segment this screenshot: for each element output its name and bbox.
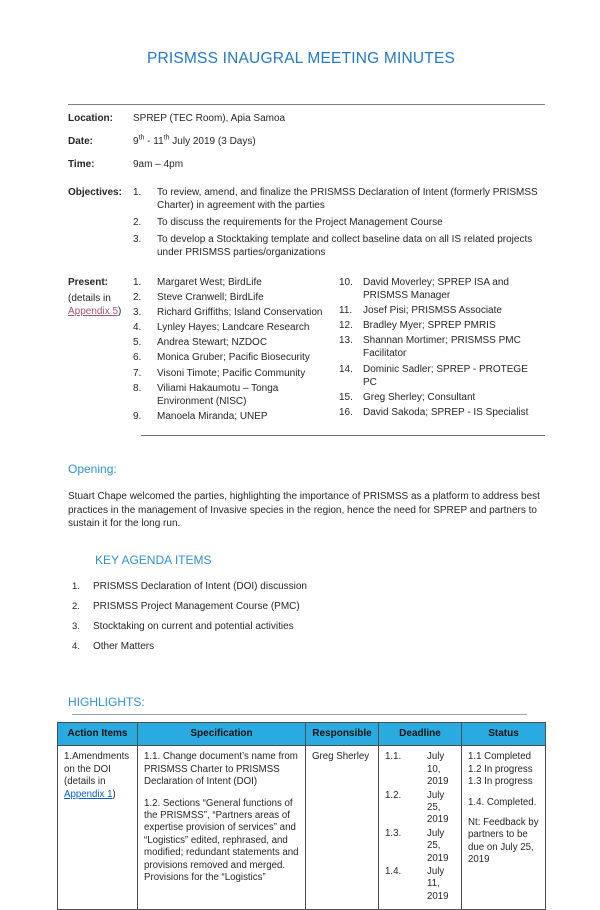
col-header-deadline: Deadline bbox=[379, 722, 462, 746]
highlights-divider bbox=[72, 714, 527, 715]
action-items-table bbox=[57, 722, 546, 910]
status-line: 1.2 In progress bbox=[468, 763, 533, 775]
objectives-label: Objectives: bbox=[68, 186, 122, 198]
present-row bbox=[68, 276, 545, 426]
table-header-row bbox=[58, 722, 546, 746]
attendee: 5. Andrea Stewart; NZDOC bbox=[133, 337, 268, 349]
attendee: 9. Manoela Miranda; UNEP bbox=[133, 411, 268, 423]
present-label: Present: bbox=[68, 276, 109, 288]
attendee: 3. Richard Griffiths; Island Conservation bbox=[133, 306, 323, 318]
date-label: Date: bbox=[68, 136, 94, 148]
appendix-1-link[interactable]: Appendix 1 bbox=[64, 788, 113, 800]
deadline-item: 1.2. July 25, 2019 bbox=[385, 789, 449, 826]
status-line: 1.3 In progress bbox=[468, 776, 533, 788]
time-label: Time: bbox=[68, 159, 95, 171]
agenda-list bbox=[72, 581, 545, 652]
key-agenda-heading: KEY AGENDA ITEMS bbox=[95, 552, 212, 567]
opening-heading: Opening: bbox=[68, 462, 117, 477]
objective-item: 1. To review, amend, and finalize the PRISMSS Declaration of Intent (formerly PRISMSS Charter) in agreement with the parties bbox=[133, 186, 538, 211]
col-header-responsible: Responsible bbox=[306, 722, 379, 746]
spec-paragraph-1: 1.1. Change document’s name from PRISMSS Charter to PRISMSS Declaration of Intent (DOI) bbox=[144, 751, 298, 788]
attendee: 11. Josef Pisi; PRISMSS Associate bbox=[339, 304, 502, 316]
location-value: SPREP (TEC Room), Apia Samoa bbox=[133, 113, 286, 124]
attendee: 10. David Moverley; SPREP ISA and PRISMSS Manager bbox=[339, 276, 509, 301]
attendee: 2. Steve Cranwell; BirdLife bbox=[133, 291, 264, 303]
objective-item: 3. To develop a Stocktaking template and collect baseline data on all IS related projects under PRISMSS parties/organizations bbox=[133, 234, 533, 259]
attendee: 12. Bradley Myer; SPREP PMRIS bbox=[339, 320, 496, 332]
attendee: 15. Greg Sherley; Consultant bbox=[339, 392, 476, 403]
present-list-left bbox=[133, 276, 339, 426]
agenda-item: 3. Stocktaking on current and potential activities bbox=[72, 620, 294, 632]
deadline-item: 1.4. July 11, 2019 bbox=[385, 866, 449, 902]
objectives-list bbox=[133, 186, 545, 260]
time-value: 9am – 4pm bbox=[133, 159, 184, 171]
col-header-specification: Specification bbox=[138, 722, 306, 746]
col-header-status: Status bbox=[462, 722, 546, 746]
agenda-item: 1. PRISMSS Declaration of Intent (DOI) discussion bbox=[72, 580, 307, 592]
date-row bbox=[68, 135, 545, 148]
status-line: 1.1 Completed bbox=[468, 751, 532, 763]
action-items-cell: 1.Amendments on the DOI (details in Appendix 1) bbox=[58, 746, 138, 910]
deadline-item: 1.1. July 10, 2019 bbox=[385, 751, 449, 788]
specification-cell bbox=[138, 746, 306, 910]
spec-paragraph-2: 1.2. Sections “General functions of the PRISMSS”, “Partners areas of expertise provision of services” and “Logistics” edited, rephrased, and modified; redundant statements and provisions removed and merged. Provisions for the “Logistics” bbox=[144, 797, 299, 883]
attendee: 4. Lynley Hayes; Landcare Research bbox=[133, 322, 310, 334]
present-label-block bbox=[68, 276, 133, 426]
opening-paragraph: Stuart Chape welcomed the parties, highlighting the importance of PRISMSS as a platform to address best practices in the management of Invasive species in the region, hence the need for SPREP and partners to sustain it for the long run. bbox=[68, 491, 540, 530]
attendee: 6. Monica Gruber; Pacific Biosecurity bbox=[133, 352, 310, 364]
time-row bbox=[68, 158, 545, 171]
present-columns bbox=[133, 276, 545, 426]
deadline-item: 1.3. July 25, 2019 bbox=[385, 827, 449, 864]
status-note: Nt: Feedback by partners to be due on July 25, 2019 bbox=[468, 816, 539, 866]
table-row bbox=[58, 746, 546, 910]
responsible-cell: Greg Sherley bbox=[306, 746, 379, 910]
highlights-heading: HIGHLIGHTS: bbox=[68, 694, 145, 709]
deadline-cell bbox=[379, 746, 462, 910]
location-row bbox=[68, 112, 545, 125]
attendee: 14. Dominic Sadler; SPREP - PROTEGE PC bbox=[339, 363, 528, 388]
appendix-5-link[interactable]: Appendix 5 bbox=[68, 305, 119, 317]
location-label: Location: bbox=[68, 113, 113, 124]
meeting-info-block bbox=[68, 104, 545, 436]
page-title: PRISMSS INAUGRAL MEETING MINUTES bbox=[146, 50, 456, 67]
present-list-right bbox=[339, 276, 545, 426]
objectives-row bbox=[68, 186, 545, 264]
attendee: 13. Shannan Mortimer; PRISMSS PMC Facilitator bbox=[339, 335, 521, 360]
status-cell bbox=[462, 746, 546, 910]
present-note: (details in Appendix 5) bbox=[68, 292, 122, 317]
section-divider bbox=[141, 435, 545, 436]
col-header-action-items: Action Items bbox=[58, 722, 138, 746]
status-line: 1.4. Completed. bbox=[468, 796, 537, 808]
agenda-item: 2. PRISMSS Project Management Course (PMC) bbox=[72, 600, 300, 612]
date-value: 9th - 11th July 2019 (3 Days) bbox=[133, 134, 256, 148]
attendee: 7. Visoni Timote; Pacific Community bbox=[133, 367, 306, 379]
attendee: 8. Viliami Hakaumotu – Tonga Environment (NISC) bbox=[133, 382, 279, 407]
attendee: 1. Margaret West; BirdLife bbox=[133, 276, 262, 288]
agenda-item: 4. Other Matters bbox=[72, 640, 155, 652]
objective-item: 2. To discuss the requirements for the Project Management Course bbox=[133, 216, 443, 228]
attendee: 16. David Sakoda; SPREP - IS Specialist bbox=[339, 407, 529, 419]
